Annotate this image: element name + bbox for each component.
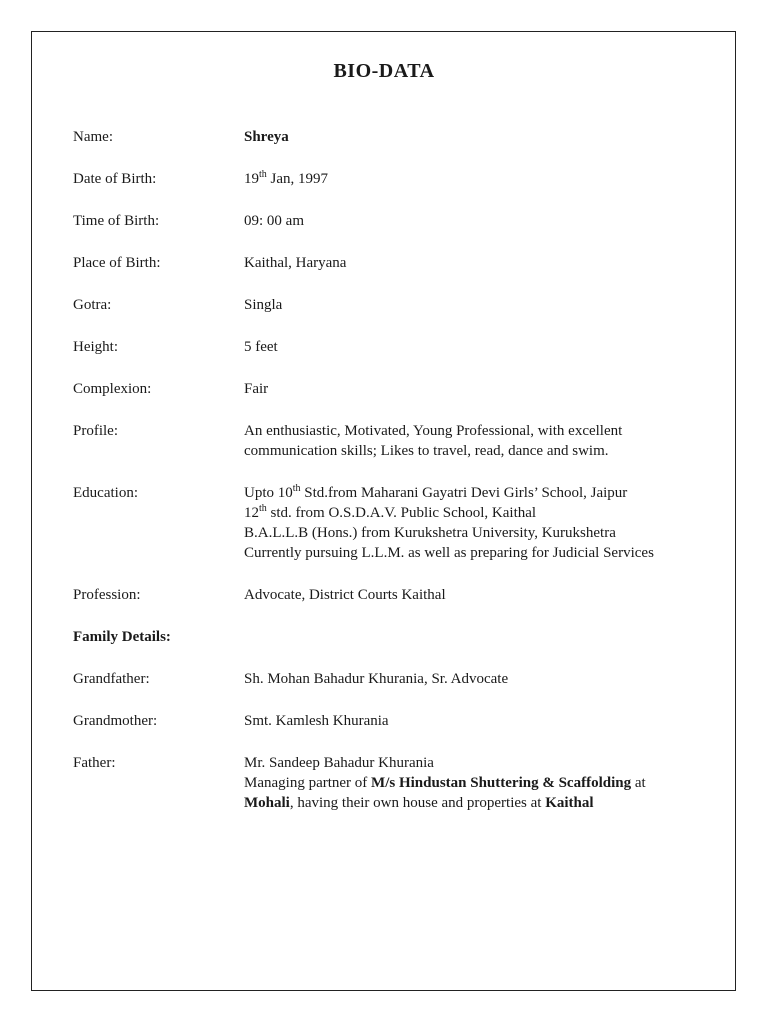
field-value (244, 483, 683, 563)
field-label: Father: (73, 755, 116, 771)
field-gotra (73, 295, 683, 315)
education-text: std. from O.S.D.A.V. Public School, Kaithal (266, 505, 537, 521)
property-location: Kaithal (545, 795, 594, 811)
father-business (244, 773, 683, 813)
father-text: Managing partner of (244, 775, 372, 791)
father-text: , having their own house and properties at (289, 795, 546, 811)
field-complexion (73, 379, 683, 399)
field-label: Date of Birth: (73, 171, 157, 187)
field-value: Kaithal, Haryana (244, 255, 347, 271)
field-label: Time of Birth: (73, 213, 160, 229)
field-label: Profession: (73, 587, 141, 603)
biodata-fields (73, 127, 683, 813)
firm-location: Mohali (244, 795, 290, 811)
father-name: Mr. Sandeep Bahadur Khurania (244, 755, 434, 771)
field-value: Shreya (244, 129, 289, 145)
father-text: at (631, 775, 646, 791)
education-text: 12 (244, 505, 259, 521)
field-label: Height: (73, 339, 118, 355)
education-text: Upto 10 (244, 485, 293, 501)
education-line-1 (244, 483, 683, 503)
field-label: Gotra: (73, 297, 112, 313)
field-label: Place of Birth: (73, 255, 161, 271)
field-profile (73, 421, 683, 461)
education-line-4: Currently pursuing L.L.M. as well as preparing for Judicial Services (244, 545, 654, 561)
education-text: Std.from Maharani Gayatri Devi Girls’ School, Jaipur (300, 485, 628, 501)
field-date-of-birth (73, 169, 683, 189)
field-label: Profile: (73, 423, 118, 439)
dob-month-year: Jan, 1997 (266, 171, 329, 187)
field-label: Name: (73, 129, 113, 145)
section-heading-text: Family Details: (73, 629, 171, 645)
field-label: Education: (73, 485, 138, 501)
field-education (73, 483, 683, 563)
field-label: Grandfather: (73, 671, 150, 687)
field-profession (73, 585, 683, 605)
field-time-of-birth (73, 211, 683, 231)
field-height (73, 337, 683, 357)
firm-name: M/s Hindustan Shuttering & Scaffolding (371, 775, 632, 791)
education-line-3: B.A.L.L.B (Hons.) from Kurukshetra University, Kurukshetra (244, 525, 616, 541)
field-value (244, 169, 683, 189)
field-father (73, 753, 683, 813)
family-details-heading (73, 627, 683, 647)
field-label: Grandmother: (73, 713, 158, 729)
field-place-of-birth (73, 253, 683, 273)
field-grandfather (73, 669, 683, 689)
field-label: Complexion: (73, 381, 152, 397)
education-line-2 (244, 503, 683, 523)
field-value: Fair (244, 381, 269, 397)
field-value: 5 feet (244, 339, 278, 355)
field-value: An enthusiastic, Motivated, Young Professional, with excellent communication skills; Likes to travel, read, dance and swim. (244, 423, 623, 459)
education-superscript: th (292, 483, 301, 494)
education-superscript: th (259, 503, 267, 514)
field-name (73, 127, 683, 147)
dob-day-suffix: th (259, 169, 267, 180)
field-grandmother (73, 711, 683, 731)
field-value: 09: 00 am (244, 213, 304, 229)
document-title: BIO-DATA (333, 60, 435, 82)
dob-day: 19 (244, 171, 259, 187)
field-value: Smt. Kamlesh Khurania (244, 713, 389, 729)
field-value: Singla (244, 297, 283, 313)
field-value (244, 753, 683, 813)
field-value: Sh. Mohan Bahadur Khurania, Sr. Advocate (244, 671, 509, 687)
field-value: Advocate, District Courts Kaithal (244, 587, 446, 603)
